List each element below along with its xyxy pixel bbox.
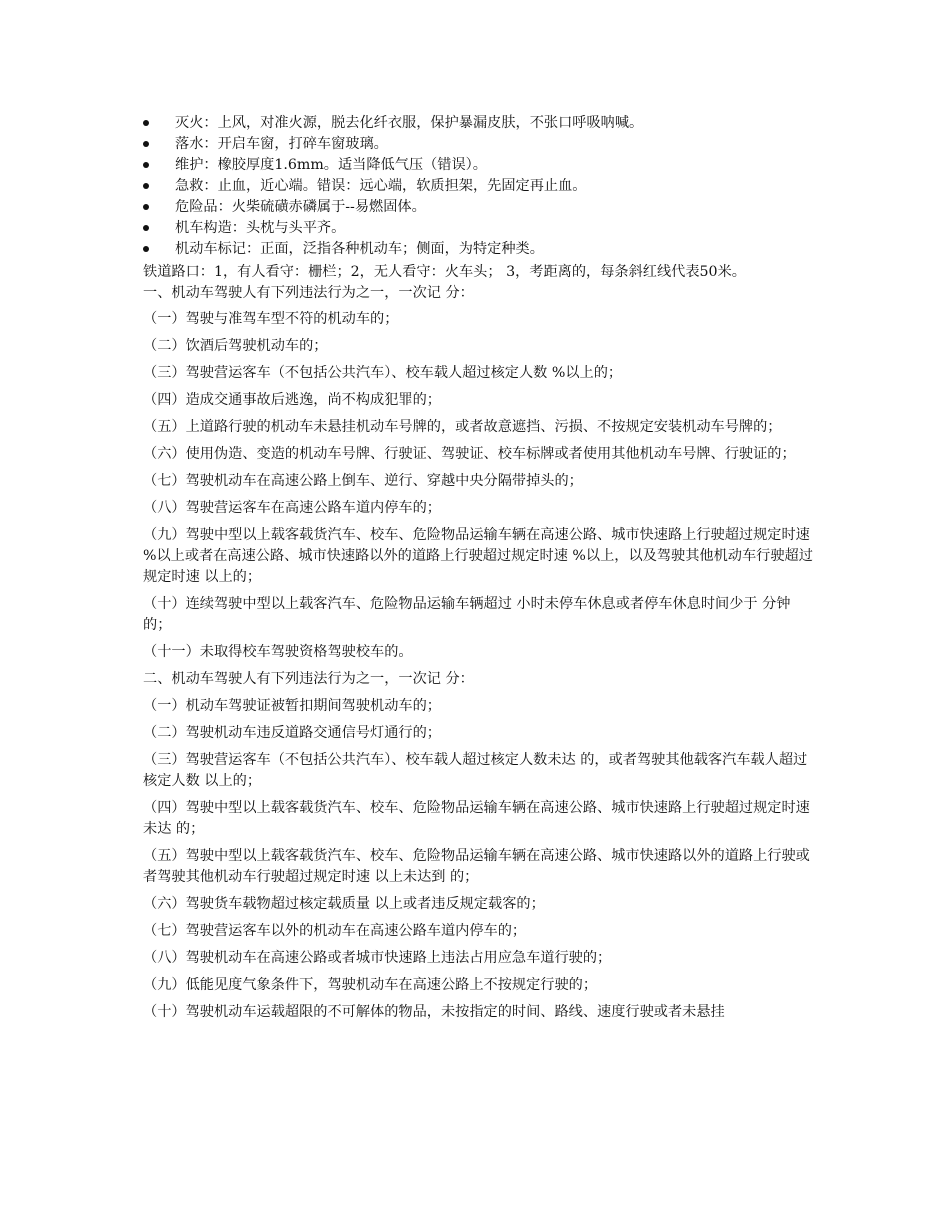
section2-item: （二）驾驶机动车违反道路交通信号灯通行的； — [143, 725, 441, 741]
bullet-item — [143, 155, 815, 176]
section1-heading: 一、机动车驾驶人有下列违法行为之一，一次记 分： — [143, 285, 474, 301]
bullet-text: 机车构造：头枕与头平齐。 — [175, 220, 346, 236]
section1-list — [143, 309, 815, 663]
bullet-dot-icon — [143, 204, 149, 210]
section2-item: （六）驾驶货车载物超过核定载质量 以上或者违反规定载客的； — [143, 896, 545, 912]
section1-item: （七）驾驶机动车在高速公路上倒车、逆行、穿越中央分隔带掉头的； — [143, 473, 583, 489]
document-page — [143, 113, 815, 1023]
section1-item: （十一）未取得校车驾驶资格驾驶校车的。 — [143, 644, 413, 660]
bullet-item — [143, 134, 815, 155]
section1-item: （九）驾驶中型以上载客载货汽车、校车、危险物品运输车辆在高速公路、城市快速路上行驶超过规定时速 %以上或者在高速公路、城市快速路以外的道路上行驶超过规定时速 %以上，以及驾驶其他机动车行驶超过规定时速 以上的； — [143, 527, 813, 585]
bullet-dot-icon — [143, 141, 149, 147]
bullet-dot-icon — [143, 183, 149, 189]
section1-item: （五）上道路行驶的机动车未悬挂机动车号牌的，或者故意遮挡、污损、不按规定安装机动车号牌的； — [143, 419, 782, 435]
tips-bullet-list — [143, 113, 815, 260]
section1-item: （一）驾驶与准驾车型不符的机动车的； — [143, 311, 399, 327]
section2-item: （十）驾驶机动车运载超限的不可解体的物品，未按指定的时间、路线、速度行驶或者未悬挂 — [143, 1004, 725, 1020]
section2-heading: 二、机动车驾驶人有下列违法行为之一，一次记 分： — [143, 671, 474, 687]
section2-list — [143, 696, 815, 1023]
bullet-item — [143, 218, 815, 239]
section1-item: （八）驾驶营运客车在高速公路车道内停车的； — [143, 500, 441, 516]
bullet-item — [143, 176, 815, 197]
bullet-text: 落水：开启车窗，打碎车窗玻璃。 — [175, 136, 388, 152]
bullet-text: 维护：橡胶厚度1.6mm。适当降低气压（错误）。 — [175, 157, 487, 173]
bullet-text: 机动车标记：正面，泛指各种机动车；侧面，为特定种类。 — [175, 241, 544, 257]
section2-item: （九）低能见度气象条件下，驾驶机动车在高速公路上不按规定行驶的； — [143, 977, 598, 993]
bullet-item — [143, 197, 815, 218]
railway-crossing-line: 铁道路口：1，有人看守：栅栏；2，无人看守：火车头； 3，考距离的，每条斜红线代表50米。 — [143, 264, 746, 280]
bullet-text: 急救：止血，近心端。错误：远心端，软质担架，先固定再止血。 — [175, 178, 587, 194]
section2-item: （四）驾驶中型以上载客载货汽车、校车、危险物品运输车辆在高速公路、城市快速路上行驶超过规定时速未达 的； — [143, 800, 810, 837]
bullet-dot-icon — [143, 162, 149, 168]
section1-item: （四）造成交通事故后逃逸，尚不构成犯罪的； — [143, 392, 441, 408]
section1-item: （六）使用伪造、变造的机动车号牌、行驶证、驾驶证、校车标牌或者使用其他机动车号牌、行驶证的； — [143, 446, 796, 462]
section2-item: （五）驾驶中型以上载客载货汽车、校车、危险物品运输车辆在高速公路、城市快速路以外的道路上行驶或者驾驶其他机动车行驶超过规定时速 以上未达到 的； — [143, 848, 810, 885]
section2-item: （一）机动车驾驶证被暂扣期间驾驶机动车的； — [143, 698, 441, 714]
section2-item: （三）驾驶营运客车（不包括公共汽车）、校车载人超过核定人数未达 的，或者驾驶其他载客汽车载人超过核定人数 以上的； — [143, 752, 808, 789]
bullet-item — [143, 113, 815, 134]
bullet-dot-icon — [143, 120, 149, 126]
section2-item: （八）驾驶机动车在高速公路或者城市快速路上违法占用应急车道行驶的； — [143, 950, 612, 966]
section2-item: （七）驾驶营运客车以外的机动车在高速公路车道内停车的； — [143, 923, 527, 939]
bullet-text: 灭火：上风，对准火源，脱去化纤衣服，保护暴漏皮肤，不张口呼吸呐喊。 — [175, 115, 644, 131]
section1-item: （十）连续驾驶中型以上载客汽车、危险物品运输车辆超过 小时未停车休息或者停车休息时间少于 分钟的； — [143, 596, 791, 633]
section1-item: （二）饮酒后驾驶机动车的； — [143, 338, 328, 354]
section1-item: （三）驾驶营运客车（不包括公共汽车）、校车载人超过核定人数 %以上的； — [143, 365, 623, 381]
bullet-item — [143, 239, 815, 260]
bullet-dot-icon — [143, 225, 149, 231]
bullet-dot-icon — [143, 246, 149, 252]
bullet-text: 危险品：火柴硫磺赤磷属于--易燃固体。 — [175, 199, 426, 215]
